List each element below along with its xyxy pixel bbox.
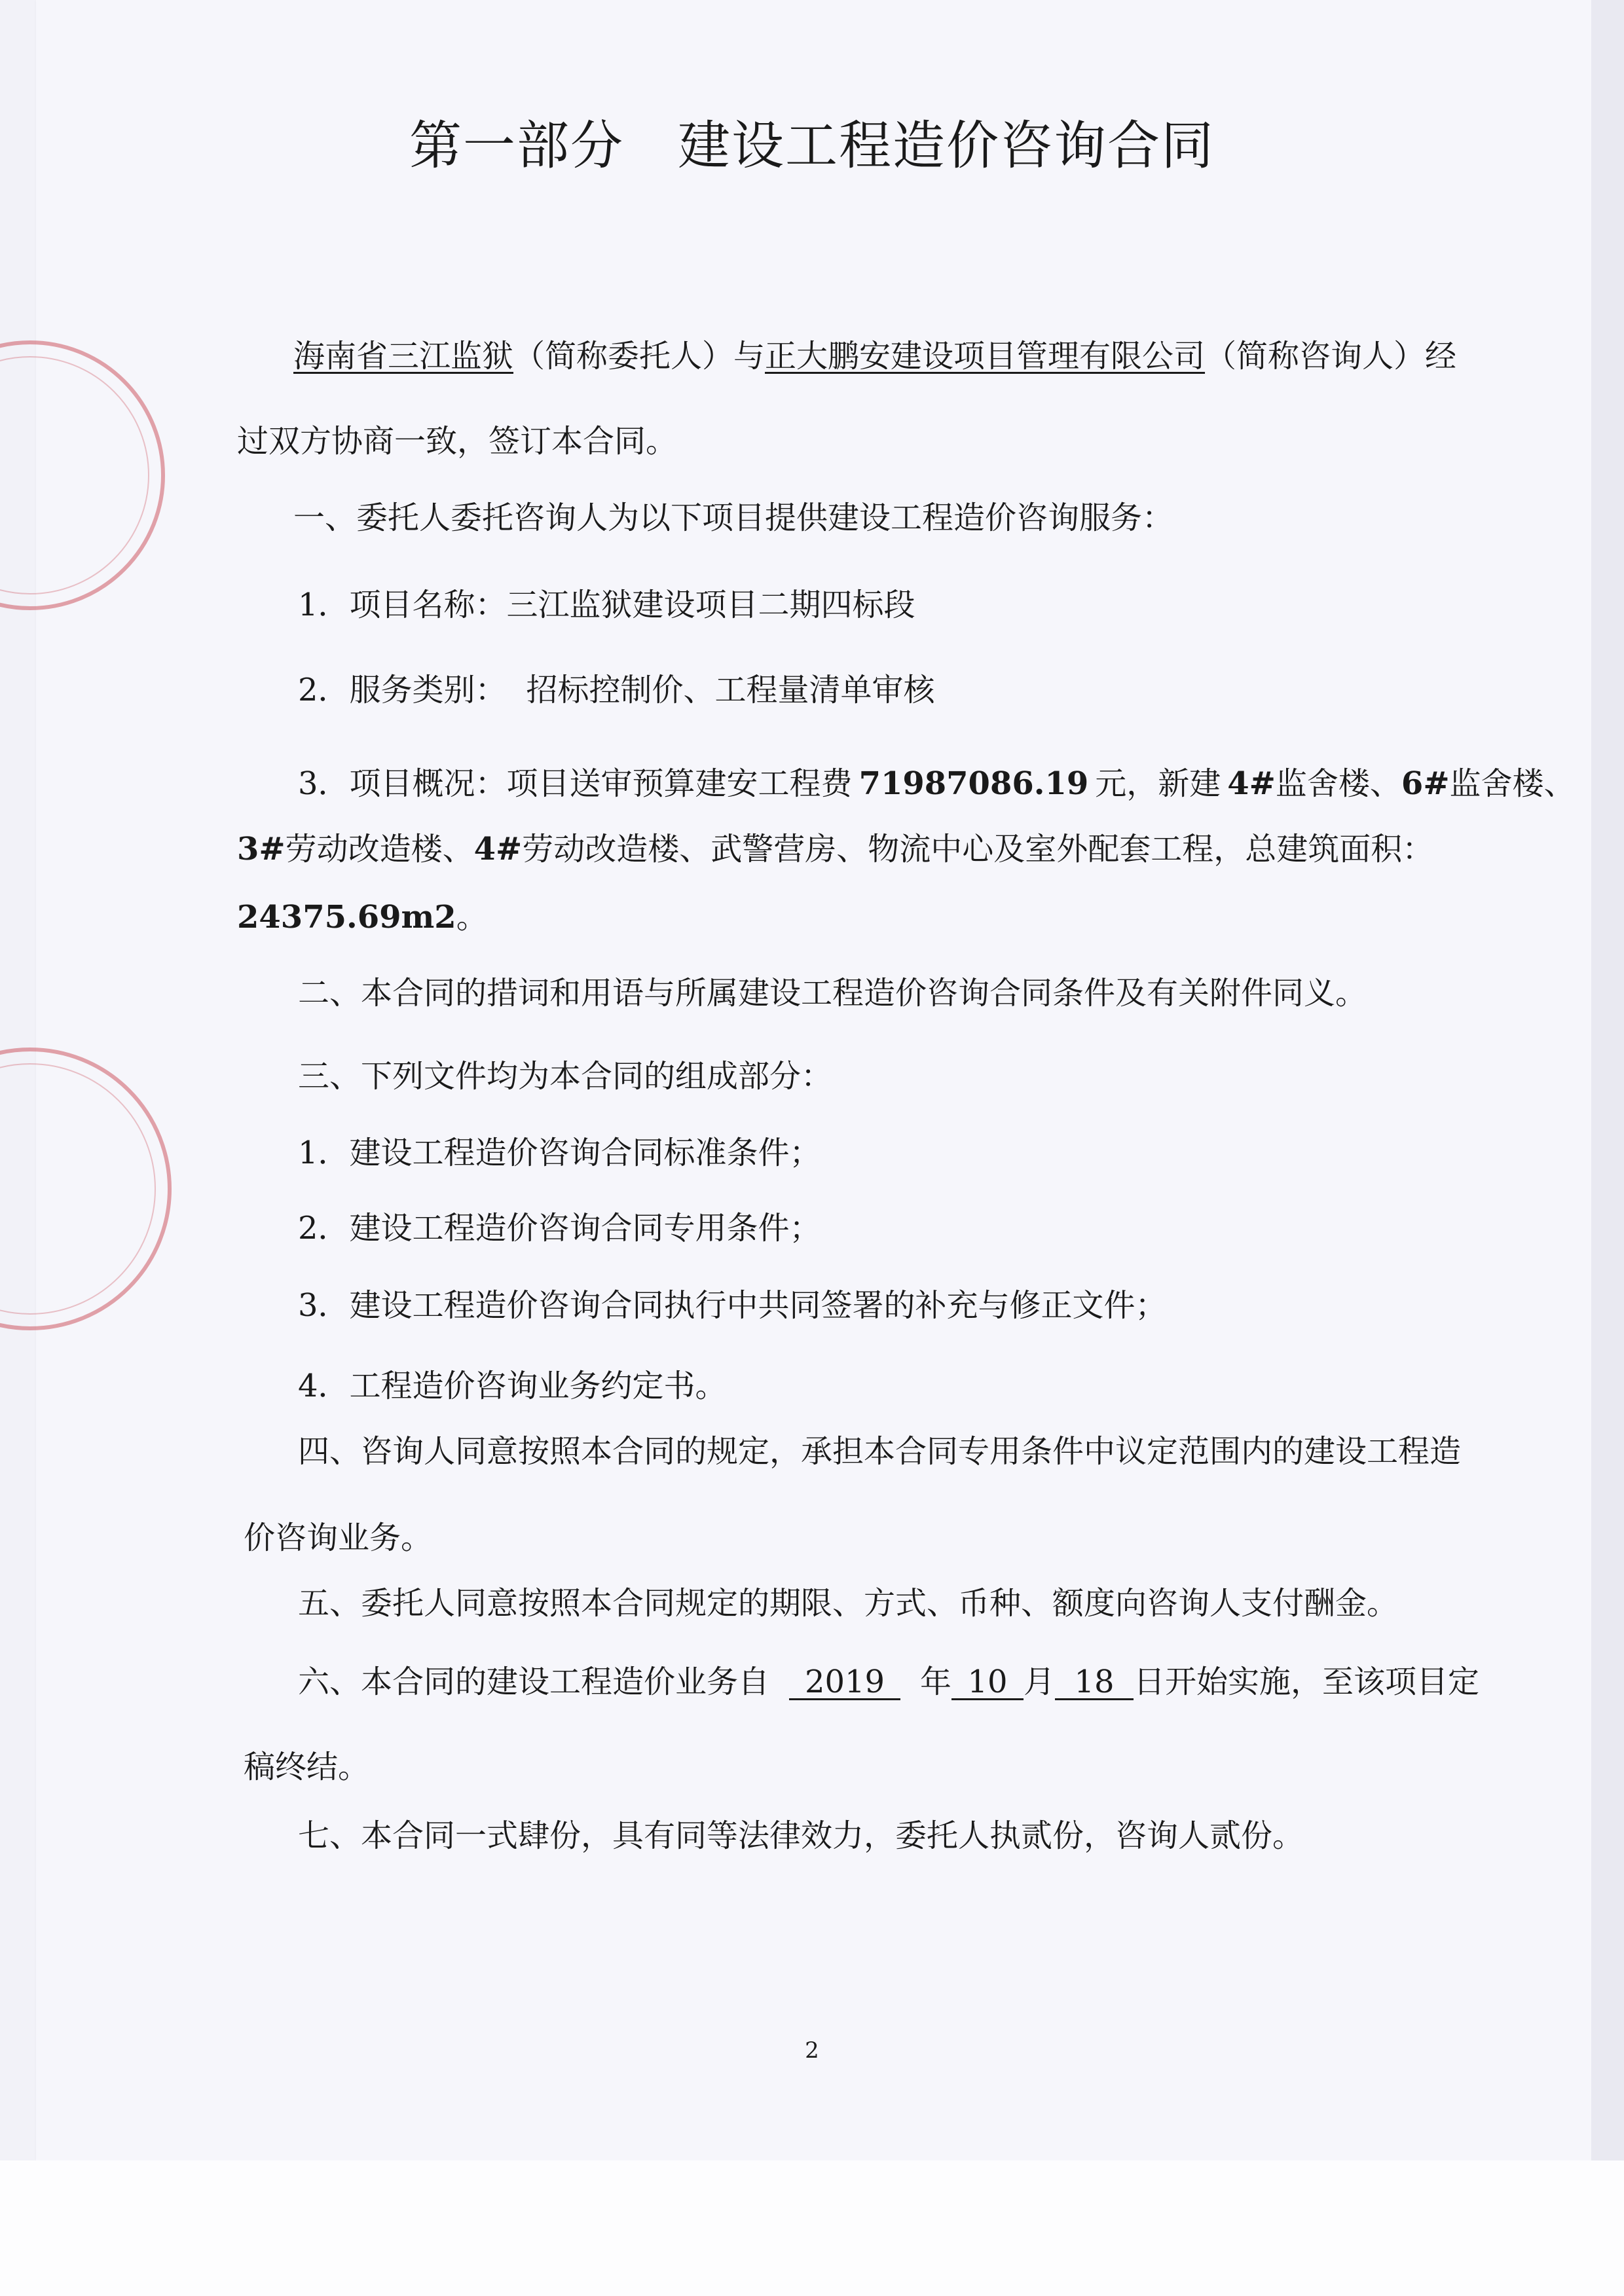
page-edge-shadow [1591,0,1624,2160]
clause-4-line-1: 四、咨询人同意按照本合同的规定，承担本合同专用条件中议定范围内的建设工程造 [298,1433,1462,1470]
year-unit: 年 [920,1664,952,1700]
item-3-text-d4: 劳动改造楼、武警营房、物流中心及室外配套工程，总建筑面积： [522,831,1434,867]
project-name: 三江监狱建设项目二期四标段 [506,587,915,623]
clause-1-item-3-line-2 [237,824,1433,869]
clause-1-item-3-line-1 [298,758,1576,803]
item-3-text-c2: 监舍楼、 [1275,765,1401,802]
item-3-text-b: 元，新建 [1095,765,1221,802]
document-title: 第一部分 建设工程造价咨询合同 [409,115,1215,176]
item-3-text-d2: 劳动改造楼、 [285,831,474,867]
building-no-4b: 4# [473,831,523,867]
clause-3-heading: 三、下列文件均为本合同的组成部分： [298,1058,833,1095]
clause-3-item-3: 3．建设工程造价咨询合同执行中共同签署的补充与修正文件； [298,1287,1167,1324]
consultant-note: （简称咨询人）经 [1205,338,1457,374]
page-number: 2 [805,2037,819,2064]
month-unit: 月 [1024,1664,1056,1700]
item-3-end: 。 [456,899,488,936]
clause-4-line-2: 价咨询业务。 [244,1520,433,1556]
start-year: 2019 [789,1666,900,1700]
clause-1-item-1 [298,579,915,625]
scan-margin [0,2160,1624,2296]
service-type: 招标控制价、工程量清单审核 [526,672,935,708]
clause-5: 五、委托人同意按照本合同规定的期限、方式、币种、额度向咨询人支付酬金。 [298,1585,1399,1622]
budget-amount: 71987086.19 [858,765,1089,802]
consultant-name: 正大鹏安建设项目管理有限公司 [765,338,1206,374]
clause-6-line-2: 稿终结。 [244,1749,370,1785]
intro-line-2: 过双方协商一致，签订本合同。 [237,423,678,460]
item-1-label: 1．项目名称： [298,587,507,623]
clause-1-item-3-line-3 [237,892,488,937]
item-3-label: 3．项目概况： [298,765,507,802]
clause-6-suffix: 日开始实施，至该项目定 [1134,1664,1480,1700]
building-no-6: 6# [1401,765,1450,802]
clause-3-item-2: 2．建设工程造价咨询合同专用条件； [298,1210,821,1247]
item-3-text-a: 项目送审预算建安工程费 [506,765,853,802]
total-area: 24375.69m2 [237,899,456,936]
start-month: 10 [951,1666,1024,1700]
clause-2: 二、本合同的措词和用语与所属建设工程造价咨询合同条件及有关附件同义。 [298,975,1367,1011]
clause-7: 七、本合同一式肆份，具有同等法律效力，委托人执贰份，咨询人贰份。 [298,1817,1304,1854]
clause-3-item-1: 1．建设工程造价咨询合同标准条件； [298,1135,821,1171]
item-3-text-c4: 监舍楼、 [1449,765,1576,802]
client-name: 海南省三江监狱 [293,338,514,374]
building-no-3: 3# [237,831,286,867]
client-note: （简称委托人）与 [513,338,766,374]
clause-1-heading: 一、委托人委托咨询人为以下项目提供建设工程造价咨询服务： [293,500,1174,536]
intro-line-1 [293,331,1456,376]
clause-6-prefix: 六、本合同的建设工程造价业务自 [298,1664,770,1700]
building-no-4: 4# [1227,765,1276,802]
start-day: 18 [1055,1666,1134,1700]
clause-3-item-4: 4．工程造价咨询业务约定书。 [298,1368,727,1404]
item-2-label: 2．服务类别： [298,672,507,708]
clause-1-item-2 [298,665,935,710]
clause-6-line-1 [298,1656,1479,1702]
